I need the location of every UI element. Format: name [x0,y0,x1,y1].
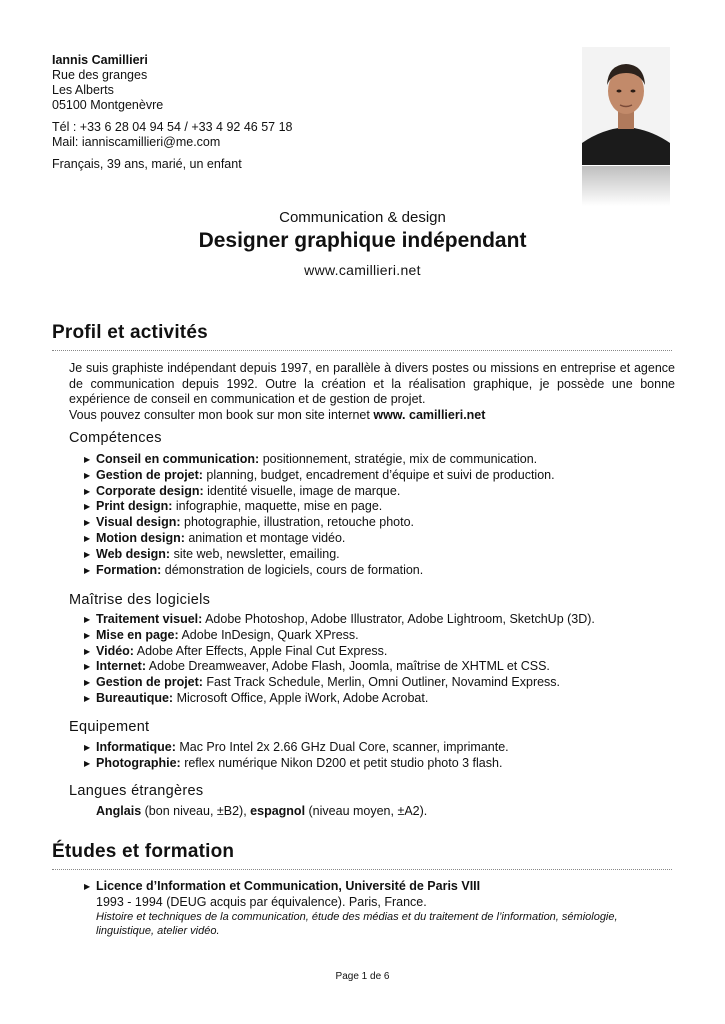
langues-line [96,804,427,818]
triangle-right-icon: ▶ [84,693,91,703]
language-english: Anglais [96,804,142,818]
list-item: ▶ Conseil en communication: positionnement, stratégie, mix de communication. [84,452,538,466]
job-subtitle: Communication & design [279,209,446,226]
contact-mail: Mail: ianniscamillieri@me.com [52,135,221,149]
triangle-right-icon: ▶ [84,470,91,480]
list-item: ▶ Internet: Adobe Dreamweaver, Adobe Flash, Joomla, maîtrise de XHTML et CSS. [84,659,550,674]
profil-paragraph [69,361,675,423]
list-item: ▶ Visual design: photographie, illustration, retouche photo. [84,515,415,530]
competences-list [84,452,555,578]
job-title: Designer graphique indépendant [198,229,527,252]
subheading-competences: Compétences [69,430,162,446]
education-degree: Licence d’Information et Communication, Université de Paris VIII [96,879,481,893]
list-item: ▶ Corporate design: identité visuelle, image de marque. [84,483,401,498]
contact-phone: Tél : +33 6 28 04 94 54 / +33 4 92 46 57 18 [52,120,293,134]
list-item: ▶ Gestion de projet: planning, budget, encadrement d’équipe et suivi de production. [84,467,555,482]
list-item: ▶ Print design: infographie, maquette, mise en page. [84,499,383,514]
equipement-list [84,740,509,772]
contact-address-line2: Les Alberts [52,83,114,97]
triangle-right-icon: ▶ [84,565,91,575]
education-description: Histoire et techniques de la communication, étude des médias et du traitement de l’information, sémiologie, linguistique, atelier vidéo. [96,911,618,937]
contact-address-line3: 05100 Montgenèvre [52,98,164,112]
language-spanish-level: (niveau moyen, ±A2). [305,804,428,818]
list-item: ▶ Vidéo: Adobe After Effects, Apple Final Cut Express. [84,643,388,658]
subheading-langues: Langues étrangères [69,783,204,799]
website-link[interactable]: www.camillieri.net [304,262,421,278]
triangle-right-icon: ▶ [84,743,91,752]
language-english-level: (bon niveau, ±B2), [141,804,251,818]
list-item: ▶ Gestion de projet: Fast Track Schedule, Merlin, Omni Outliner, Novamind Express. [84,675,561,690]
list-item: ▶ Bureautique: Microsoft Office, Apple iWork, Adobe Acrobat. [84,690,429,705]
contact-block [52,53,292,172]
list-item: ▶ Traitement visuel: Adobe Photoshop, Adobe Illustrator, Adobe Lightroom, SketchUp (3D). [84,612,595,626]
triangle-right-icon: ▶ [84,646,91,656]
list-item: ▶ Web design: site web, newsletter, emailing. [84,546,340,561]
profil-text: Je suis graphiste indépendant depuis 1997, en parallèle à divers postes ou missions en entreprise et agence de communication depuis 1992. Outre la création et la réalisation graphique, je possède une bonne expérience de conseil en communication et de gestion de projet. [69,361,675,406]
triangle-right-icon: ▶ [84,486,91,496]
triangle-right-icon: ▶ [84,882,91,891]
section-heading-profil: Profil et activités [52,322,208,343]
book-text: Vous pouvez consulter mon book sur mon site internet [69,407,374,422]
photo-reflection [582,166,670,206]
list-item: ▶ Mise en page: Adobe InDesign, Quark XPress. [84,627,359,642]
book-link[interactable]: www. camillieri.net [373,407,486,422]
list-item: ▶ Photographie: reflex numérique Nikon D200 et petit studio photo 3 flash. [84,755,503,770]
education-years: 1993 - 1994 (DEUG acquis par équivalence). Paris, France. [96,894,427,909]
triangle-right-icon: ▶ [84,615,91,624]
list-item: ▶ Informatique: Mac Pro Intel 2x 2.66 GHz Dual Core, scanner, imprimante. [84,740,509,754]
section-divider [52,869,672,870]
contact-personal-info: Français, 39 ans, marié, un enfant [52,157,242,171]
subheading-equipement: Equipement [69,719,150,735]
section-heading-etudes: Études et formation [52,841,235,862]
triangle-right-icon: ▶ [84,455,91,464]
list-item: ▶ Formation: démonstration de logiciels, cours de formation. [84,562,424,577]
portrait-photo [582,47,670,165]
triangle-right-icon: ▶ [84,662,91,672]
triangle-right-icon: ▶ [84,630,91,640]
triangle-right-icon: ▶ [84,678,91,688]
subheading-logiciels: Maîtrise des logiciels [69,592,211,608]
triangle-right-icon: ▶ [84,502,91,512]
contact-name: Iannis Camillieri [52,53,148,67]
triangle-right-icon: ▶ [84,518,91,528]
triangle-right-icon: ▶ [84,533,91,543]
page-number: Page 1 de 6 [335,971,390,982]
language-spanish: espagnol [250,804,306,818]
triangle-right-icon: ▶ [84,549,91,559]
list-item: ▶ Motion design: animation et montage vidéo. [84,530,346,545]
section-divider [52,350,672,351]
triangle-right-icon: ▶ [84,758,91,768]
contact-address-line1: Rue des granges [52,68,148,82]
education-entry [84,879,624,938]
logiciels-list [84,612,595,707]
